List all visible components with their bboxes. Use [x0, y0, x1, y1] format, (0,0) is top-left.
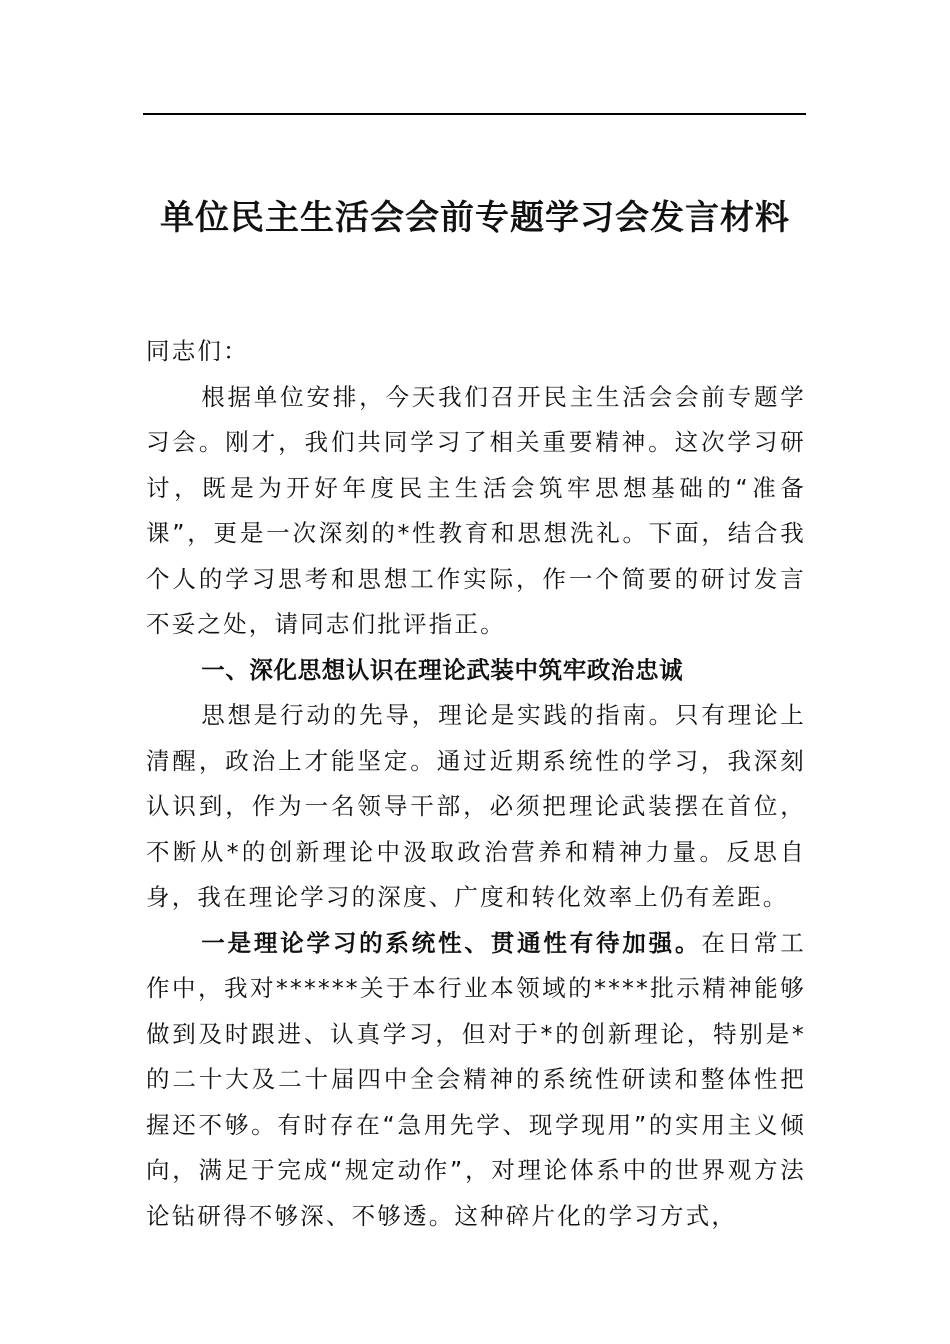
header-rule — [143, 113, 806, 115]
point-paragraph — [146, 921, 806, 1240]
document-body — [146, 329, 806, 1239]
salutation: 同志们： — [146, 337, 249, 365]
point-body-text: 在日常工作中，我对******关于本行业本领域的****批示精神能够做到及时跟进、认真学习，但对于*的创新理论，特别是*的二十大及二十届四中全会精神的系统性研读和整体性把握还不够。有时存在“急用先学、现学现用”的实用主义倾向，满足于完成“规定动作”，对理论体系中的世界观方法论钻研得不够深、不够透。这种碎片化的学习方式， — [146, 928, 806, 1230]
section-paragraph: 思想是行动的先导，理论是实践的指南。只有理论上清醒，政治上才能坚定。通过近期系统性的学习，我深刻认识到，作为一名领导干部，必须把理论武装摆在首位，不断从*的创新理论中汲取政治营养和精神力量。反思自身，我在理论学习的深度、广度和转化效率上仍有差距。 — [146, 701, 806, 911]
intro-paragraph: 根据单位安排，今天我们召开民主生活会会前专题学习会。刚才，我们共同学习了相关重要精神。这次学习研讨，既是为开好年度民主生活会筑牢思想基础的“准备课”，更是一次深刻的*性教育和思想洗礼。下面，结合我个人的学习思考和思想工作实际，作一个简要的研讨发言不妥之处，请同志们批评指正。 — [146, 382, 806, 638]
section-heading: 一、深化思想认识在理论武装中筑牢政治忠诚 — [201, 655, 684, 684]
point-lead-text: 一是理论学习的系统性、贯通性有待加强。 — [201, 928, 702, 957]
document-title: 单位民主生活会会前专题学习会发言材料 — [160, 198, 790, 238]
